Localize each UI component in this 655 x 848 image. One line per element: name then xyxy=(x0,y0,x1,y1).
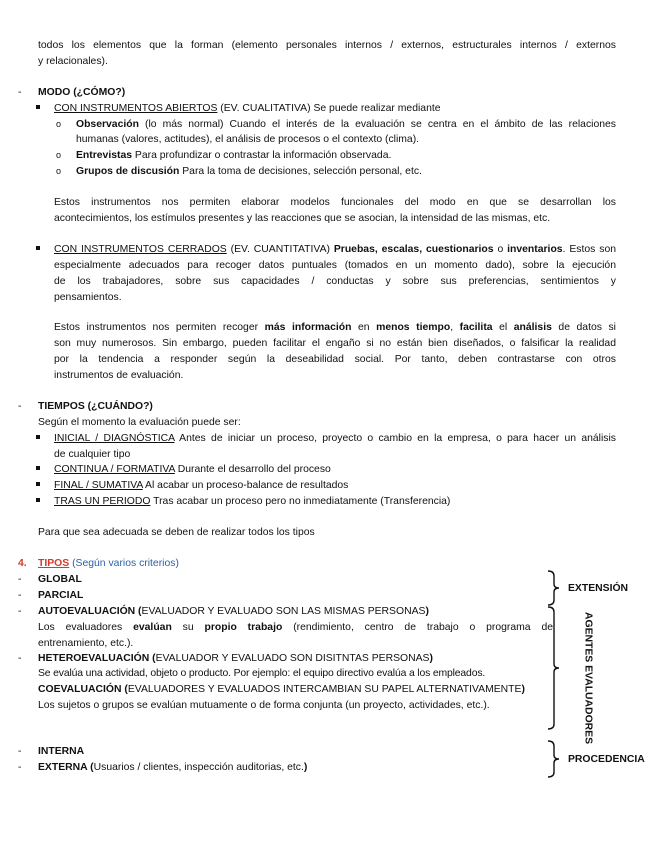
dash-bullet: - xyxy=(18,401,22,412)
square-bullet-icon xyxy=(36,105,40,109)
final-line: FINAL / SUMATIVA Al acabar un proceso-balance de resultados xyxy=(54,480,349,491)
continua-line: CONTINUA / FORMATIVA Durante el desarrollo del proceso xyxy=(54,464,331,475)
modo-paragraph-2-line-3: por la tendencia a responder según la deseabilidad social. Por tanto, deben contrastarse con otros xyxy=(54,354,616,365)
dash-bullet: - xyxy=(18,87,22,98)
intro-line-2: y relacionales). xyxy=(38,56,108,67)
global-item: GLOBAL xyxy=(38,574,82,585)
modo-paragraph-2-line-1: Estos instrumentos nos permiten recoger más información en menos tiempo, facilita el análisis de datos si xyxy=(54,322,616,333)
inicial-line-1: INICIAL / DIAGNÓSTICA Antes de iniciar un proceso, proyecto o cambio en la empresa, o para hacer un análisis xyxy=(54,433,616,444)
circle-bullet-icon: o xyxy=(56,119,62,129)
square-bullet-icon xyxy=(36,466,40,470)
dash-bullet: - xyxy=(18,606,22,617)
interna-item: INTERNA xyxy=(38,746,85,757)
dash-bullet: - xyxy=(18,746,22,757)
square-bullet-icon xyxy=(36,435,40,439)
agentes-evaluadores-label: AGENTES EVALUADORES xyxy=(582,612,594,745)
dash-bullet: - xyxy=(18,590,22,601)
dash-bullet: - xyxy=(18,653,22,664)
intro-line-1: todos los elementos que la forman (elemento personales internos / externos, estructurales internos / externos xyxy=(38,40,616,51)
procedencia-label: PROCEDENCIA xyxy=(568,754,645,765)
autoevaluacion-line-1: Los evaluadores evalúan su propio trabajo (rendimiento, centro de trabajo o programa de xyxy=(38,622,553,633)
parcial-item: PARCIAL xyxy=(38,590,84,601)
extension-label: EXTENSIÓN xyxy=(568,583,629,594)
entrevistas-line: Entrevistas Para profundizar o contrastar la información observada. xyxy=(76,150,392,161)
coevaluacion-text: Los sujetos o grupos se evalúan mutuamente o de forma conjunta (un proyecto, actividades, etc.). xyxy=(38,700,490,711)
externa-item: EXTERNA (Usuarios / clientes, inspección auditorias, etc.) xyxy=(38,762,308,773)
modo-paragraph-2-line-2: son muy numerosos. Sin embargo, pueden facilitar el engaño si no están bien diseñados, o falsificar la realidad xyxy=(54,338,616,349)
observacion-line-1: Observación (lo más normal) Cuando el interés de la evaluación se centra en el ámbito de las relaciones xyxy=(76,119,616,130)
procedencia-brace-icon xyxy=(546,740,562,778)
tiempos-heading: TIEMPOS (¿CUÁNDO?) xyxy=(38,401,153,412)
cerrados-line-1: CON INSTRUMENTOS CERRADOS (EV. CUANTITATIVA) Pruebas, escalas, cuestionarios o inventarios. Estos son xyxy=(54,244,616,255)
circle-bullet-icon: o xyxy=(56,166,62,176)
inicial-line-2: de cualquier tipo xyxy=(54,449,131,460)
grupos-line: Grupos de discusión Para la toma de decisiones, selección personal, etc. xyxy=(76,166,422,177)
modo-heading: MODO (¿CÓMO?) xyxy=(38,87,126,98)
cerrados-line-3: de los trabajadores, sobre sus capacidades / conductas y sobre sus preferencias, sentimientos y xyxy=(54,276,616,287)
dash-bullet: - xyxy=(18,574,22,585)
autoevaluacion-line-2: entrenamiento, etc.). xyxy=(38,638,134,649)
extension-brace-icon xyxy=(546,570,562,606)
autoevaluacion-heading: AUTOEVALUACIÓN (EVALUADOR Y EVALUADO SON LAS MISMAS PERSONAS) xyxy=(38,606,429,617)
modo-paragraph-2-line-4: instrumentos de evaluación. xyxy=(54,370,184,381)
cerrados-line-2: especialmente adecuados para recoger datos puntuales (tomados en un momento dado), sobre la ejecución xyxy=(54,260,616,271)
tiempos-intro: Según el momento la evaluación puede ser: xyxy=(38,417,241,428)
modo-paragraph-1-line-2: acontecimientos, los estímulos presentes y las reacciones que se asocian, la intensidad de las mismas, etc. xyxy=(54,213,551,224)
dash-bullet: - xyxy=(18,762,22,773)
agentes-brace-icon xyxy=(546,606,562,730)
square-bullet-icon xyxy=(36,246,40,250)
coevaluacion-heading: COEVALUACIÓN (EVALUADORES Y EVALUADOS INTERCAMBIAN SU PAPEL ALTERNATIVAMENTE) xyxy=(38,684,525,695)
modo-paragraph-1-line-1: Estos instrumentos nos permiten elaborar modelos funcionales del modo en que se desarrollan los xyxy=(54,197,616,208)
abiertos-line: CON INSTRUMENTOS ABIERTOS (EV. CUALITATIVA) Se puede realizar mediante xyxy=(54,103,441,114)
tipos-heading: TIPOS (Según varios criterios) xyxy=(38,558,179,569)
heteroevaluacion-text: Se evalúa una actividad, objeto o producto. Por ejemplo: el equipo directivo evalúa a los empleados. xyxy=(38,668,486,679)
square-bullet-icon xyxy=(36,498,40,502)
cerrados-line-4: pensamientos. xyxy=(54,292,122,303)
section-number: 4. xyxy=(18,558,27,569)
circle-bullet-icon: o xyxy=(56,150,62,160)
observacion-line-2: humanas (valores, actitudes), el análisis de procesos o el contexto (clima). xyxy=(76,134,420,145)
tiempos-closing: Para que sea adecuada se deben de realizar todos los tipos xyxy=(38,527,315,538)
square-bullet-icon xyxy=(36,482,40,486)
tras-periodo-line: TRAS UN PERIODO Tras acabar un proceso pero no inmediatamente (Transferencia) xyxy=(54,496,451,507)
heteroevaluacion-heading: HETEROEVALUACIÓN (EVALUADOR Y EVALUADO SON DISITNTAS PERSONAS) xyxy=(38,653,433,664)
